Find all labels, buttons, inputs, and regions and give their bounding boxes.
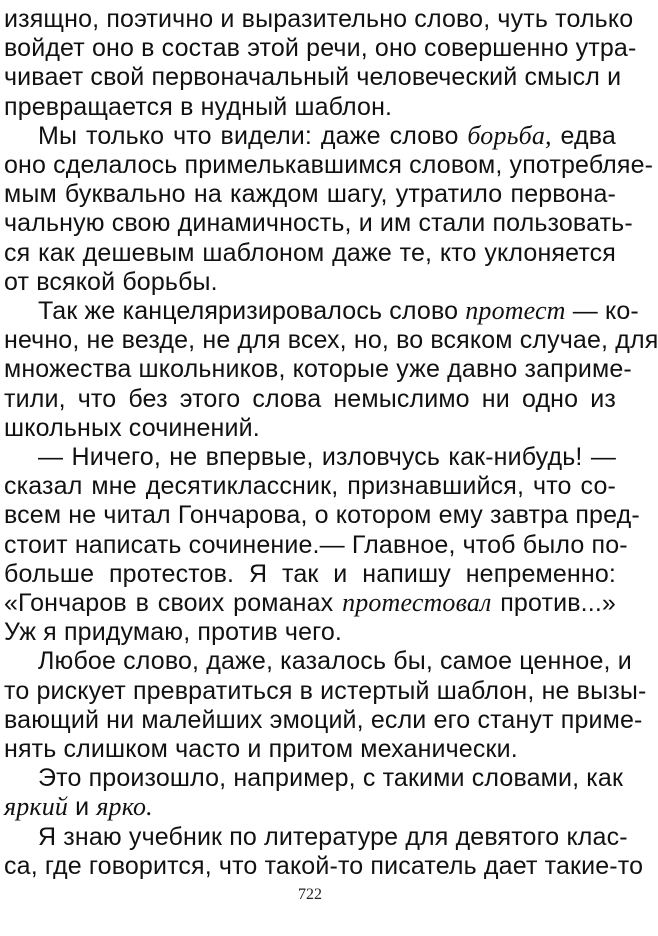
text-line: «Гончаров в своих романах протестовал против...»	[4, 588, 616, 617]
text-line: больше протестов. Я так и напишу непременно:	[4, 559, 616, 588]
text-line: изящно, поэтично и выразительно слово, чуть только	[4, 5, 634, 33]
italic-word: борьба,	[467, 120, 552, 150]
text-line: мым буквально на каждом шагу, утратило первона-	[4, 180, 616, 209]
text-line: нять слишком часто и притом механически.	[4, 735, 518, 763]
text-line: оно сделалось примелькавшимся словом, употребляе-	[4, 151, 654, 179]
text-line: Это произошло, например, с такими словами, как	[38, 764, 624, 793]
text-line: чивает свой первоначальный человеческий смысл и	[4, 63, 622, 92]
text-line: от всякой борьбы.	[4, 267, 218, 296]
text-line: чальную свою динамичность, и им стали пользовать-	[4, 209, 633, 238]
italic-word: ярко.	[96, 792, 153, 822]
page-number: 722	[298, 886, 322, 903]
text-line: войдет оно в состав этой речи, оно совершенно утра-	[4, 34, 637, 63]
text-line: — Ничего, не впервые, изловчусь как-нибудь! —	[38, 443, 616, 471]
text-line: всем не читал Гончарова, о котором ему завтра пред-	[4, 501, 640, 530]
text-line: Любое слово, даже, казалось бы, самое ценное, и	[38, 647, 632, 676]
text-line: множества школьников, которые уже давно заприме-	[4, 355, 632, 384]
italic-word: протест	[465, 296, 566, 325]
text-line: тили, что без этого слова немыслимо ни одно из	[4, 384, 616, 413]
text-line: Я знаю учебник по литературе для девятого клас-	[38, 822, 628, 851]
text-line: сказал мне десятиклассник, признавшийся, что со-	[4, 472, 616, 501]
text-line: Уж я придумаю, против чего.	[4, 618, 342, 647]
text-line: ся как дешевым шаблоном даже те, кто уклоняется	[4, 238, 616, 267]
text-line: Так же канцеляризировалось слово протест — ко-	[38, 296, 639, 325]
italic-word: протестовал	[342, 588, 492, 617]
text-line: превращается в нудный шаблон.	[4, 92, 393, 121]
text-line: школьных сочинений.	[4, 413, 260, 442]
italic-word: яркий	[4, 792, 68, 822]
text-line: вающий ни малейших эмоций, если его станут приме-	[4, 705, 643, 734]
text-line: стоит написать сочинение.— Главное, чтоб было по-	[4, 530, 628, 559]
text-line: Мы только что видели: даже слово борьба, едва	[38, 120, 616, 150]
text-line: то рискует превратиться в истертый шаблон, не вызы-	[4, 676, 647, 705]
text-line: нечно, не везде, не для всех, но, во всяком случае, для	[4, 326, 658, 355]
text-line: са, где говорится, что такой-то писатель дает такие-то	[4, 851, 644, 880]
text-line: яркий и ярко.	[4, 792, 153, 822]
